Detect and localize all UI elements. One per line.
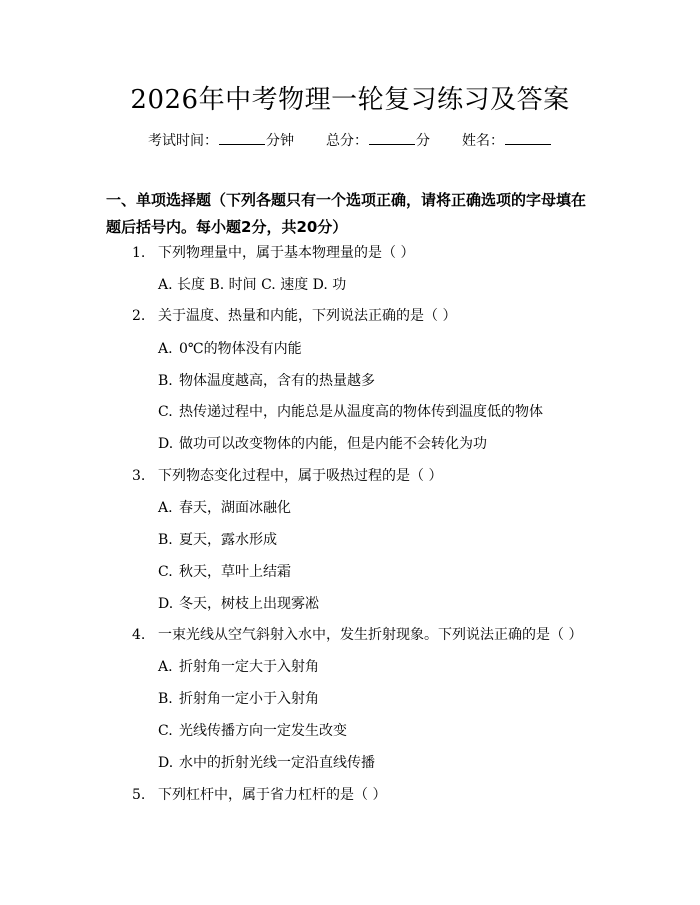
question-5 — [132, 784, 386, 806]
student-name-label: 姓名： — [462, 133, 504, 149]
option-text: 光线传播方向一定发生改变 — [179, 723, 347, 739]
exam-time-unit: 分钟 — [266, 133, 294, 149]
student-name-field — [462, 130, 552, 152]
option-text: 水中的折射光线一定沿直线传播 — [179, 755, 375, 771]
question-4-option-a — [158, 656, 319, 678]
option-letter: B. — [158, 532, 173, 548]
question-2-option-b — [158, 370, 375, 392]
question-number: 4. — [132, 627, 146, 643]
option-text: 做功可以改变物体的内能，但是内能不会转化为功 — [179, 436, 487, 452]
option-letter: D. — [158, 755, 174, 771]
question-3-option-c — [158, 561, 291, 583]
option-text: 夏天，露水形成 — [179, 532, 277, 548]
question-text: 下列物态变化过程中，属于吸热过程的是（ ） — [158, 468, 443, 484]
student-name-blank — [505, 130, 551, 145]
option-text: 折射角一定大于入射角 — [179, 659, 319, 675]
question-4-option-c — [158, 720, 347, 742]
option-text: 秋天，草叶上结霜 — [179, 564, 291, 580]
total-score-field — [326, 130, 430, 152]
section-heading: 一、单项选择题（下列各题只有一个选项正确，请将正确选项的字母填在题后括号内。每小题2分，共20分） — [106, 191, 587, 236]
option-letter: A. — [158, 500, 173, 516]
question-2-option-a — [158, 338, 302, 360]
question-text: 一束光线从空气斜射入水中，发生折射现象。下列说法正确的是（ ） — [158, 627, 583, 643]
option-text: 春天，湖面冰融化 — [179, 500, 291, 516]
total-score-unit: 分 — [416, 133, 430, 149]
question-2-option-d — [158, 433, 487, 455]
option-letter: A. — [158, 659, 173, 675]
exam-time-label: 考试时间： — [148, 133, 218, 149]
option-letter: D. — [158, 436, 174, 452]
question-text: 下列物理量中，属于基本物理量的是（ ） — [158, 245, 415, 261]
option-text: 冬天，树枝上出现雾凇 — [179, 596, 319, 612]
total-score-blank — [369, 130, 415, 145]
exam-info-line — [0, 130, 700, 152]
question-text: 关于温度、热量和内能，下列说法正确的是（ ） — [158, 308, 457, 324]
option-text: 物体温度越高，含有的热量越多 — [179, 373, 375, 389]
question-1-options: A. 长度 B. 时间 C. 速度 D. 功 — [158, 277, 347, 293]
exam-time-blank — [219, 130, 265, 145]
option-letter: D. — [158, 596, 174, 612]
option-letter: B. — [158, 691, 173, 707]
option-letter: B. — [158, 373, 173, 389]
question-3 — [132, 465, 442, 487]
question-3-option-d — [158, 593, 319, 615]
question-2 — [132, 305, 456, 327]
question-4 — [132, 624, 582, 646]
option-text: 折射角一定小于入射角 — [179, 691, 319, 707]
question-1 — [132, 242, 414, 264]
option-letter: C. — [158, 723, 173, 739]
question-3-option-a — [158, 497, 291, 519]
option-text: 0℃的物体没有内能 — [179, 341, 302, 357]
question-number: 1. — [132, 245, 146, 261]
exam-time-field — [148, 130, 294, 152]
question-number: 3. — [132, 468, 146, 484]
page-title: 2026年中考物理一轮复习练习及答案 — [130, 85, 570, 115]
question-2-option-c — [158, 401, 543, 423]
option-letter: C. — [158, 564, 173, 580]
question-text: 下列杠杆中，属于省力杠杆的是（ ） — [158, 787, 387, 803]
option-letter: C. — [158, 404, 173, 420]
question-number: 5. — [132, 787, 146, 803]
question-number: 2. — [132, 308, 146, 324]
question-3-option-b — [158, 529, 277, 551]
option-letter: A. — [158, 341, 173, 357]
question-4-option-d — [158, 752, 375, 774]
total-score-label: 总分： — [326, 133, 368, 149]
option-text: 热传递过程中，内能总是从温度高的物体传到温度低的物体 — [179, 404, 543, 420]
question-4-option-b — [158, 688, 319, 710]
